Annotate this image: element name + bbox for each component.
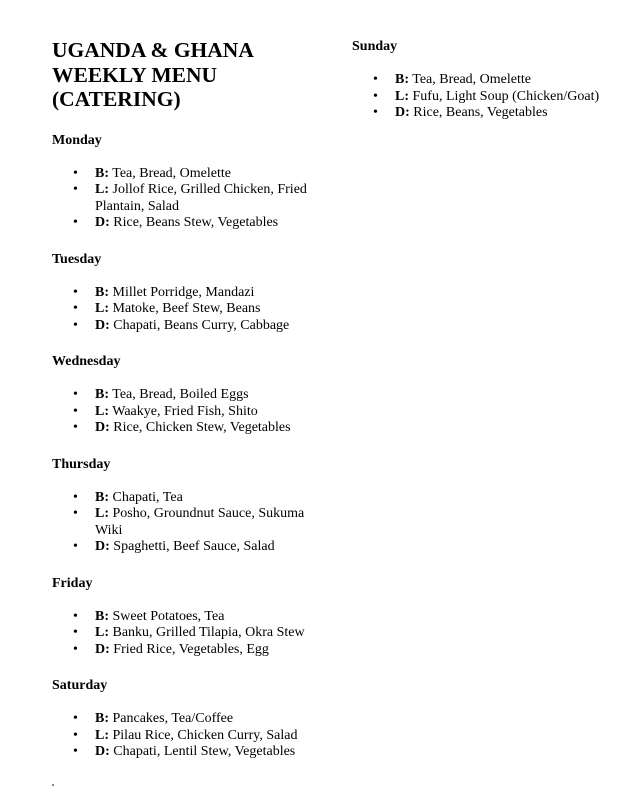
meal-key: B: <box>95 387 109 402</box>
meal-text: Spaghetti, Beef Sauce, Salad <box>113 539 275 554</box>
meal-key: L: <box>95 301 109 316</box>
day-heading-thursday: Thursday <box>52 456 111 472</box>
day-section-wednesday <box>52 354 322 437</box>
meal-item <box>52 625 322 642</box>
meal-text: Pilau Rice, Chicken Curry, Salad <box>112 727 298 743</box>
meal-text: Posho, Groundnut Sauce, Sukuma Wiki <box>95 506 305 538</box>
meal-list-thursday <box>52 490 322 556</box>
meal-text: Tea, Bread, Omelette <box>112 165 231 181</box>
day-section-sunday <box>352 39 632 122</box>
meal-item <box>52 215 322 232</box>
meal-item <box>352 89 632 106</box>
meal-key: D: <box>95 641 110 657</box>
meal-item <box>52 609 322 626</box>
meal-key: L: <box>95 506 109 521</box>
page-mark <box>52 784 54 786</box>
left-column <box>52 0 322 761</box>
meal-text: Sweet Potatoes, Tea <box>112 608 225 624</box>
meal-key: D: <box>395 105 410 120</box>
meal-item <box>52 744 322 761</box>
meal-item <box>52 301 322 318</box>
meal-item <box>52 728 322 745</box>
right-column <box>352 0 632 122</box>
meal-text: Waakye, Fried Fish, Shito <box>112 403 258 419</box>
meal-text: Rice, Chicken Stew, Vegetables <box>113 420 291 435</box>
day-heading-wednesday: Wednesday <box>52 354 121 369</box>
meal-key: L: <box>95 403 109 419</box>
day-heading-saturday: Saturday <box>52 678 108 693</box>
meal-text: Matoke, Beef Stew, Beans <box>112 301 261 316</box>
meal-item <box>52 711 322 728</box>
meal-text: Tea, Bread, Omelette <box>412 72 531 87</box>
meal-text: Rice, Beans, Vegetables <box>413 105 548 120</box>
meal-text: Chapati, Lentil Stew, Vegetables <box>113 744 296 759</box>
meal-key: B: <box>95 284 109 300</box>
day-section-friday <box>52 576 322 659</box>
meal-list-wednesday <box>52 387 322 437</box>
meal-list-saturday <box>52 711 322 761</box>
meal-item <box>52 166 322 183</box>
meal-item <box>352 72 632 89</box>
meal-key: B: <box>95 165 109 181</box>
meal-list-tuesday <box>52 285 322 335</box>
meal-text: Banku, Grilled Tilapia, Okra Stew <box>112 625 305 640</box>
day-section-thursday <box>52 457 322 556</box>
meal-key: B: <box>395 72 409 87</box>
meal-item <box>52 182 322 215</box>
meal-text: Jollof Rice, Grilled Chicken, Fried Plantain, Salad <box>95 182 307 214</box>
day-heading-friday: Friday <box>52 575 93 591</box>
title-line-3: (CATERING) <box>52 87 181 111</box>
meal-key: L: <box>395 88 409 104</box>
title-line-2: WEEKLY MENU <box>52 62 218 87</box>
meal-key: D: <box>95 317 110 333</box>
day-section-tuesday <box>52 252 322 335</box>
meal-key: D: <box>95 744 110 759</box>
title-line-1: UGANDA & GHANA <box>52 38 254 62</box>
day-heading-monday: Monday <box>52 132 102 148</box>
document-title <box>52 38 322 112</box>
meal-key: B: <box>95 711 109 726</box>
meal-item <box>52 539 322 556</box>
meal-list-sunday <box>352 72 632 122</box>
day-heading-tuesday: Tuesday <box>52 251 102 267</box>
meal-text: Rice, Beans Stew, Vegetables <box>113 215 279 230</box>
meal-key: D: <box>95 215 110 230</box>
meal-text: Tea, Bread, Boiled Eggs <box>112 387 249 402</box>
meal-text: Fufu, Light Soup (Chicken/Goat) <box>412 88 600 104</box>
meal-text: Pancakes, Tea/Coffee <box>112 711 234 726</box>
meal-item <box>352 105 632 122</box>
meal-item <box>52 285 322 302</box>
meal-item <box>52 387 322 404</box>
meal-key: L: <box>95 625 109 640</box>
day-section-monday <box>52 133 322 232</box>
meal-item <box>52 318 322 335</box>
meal-key: D: <box>95 420 110 435</box>
meal-key: D: <box>95 539 110 554</box>
meal-item <box>52 404 322 421</box>
meal-item <box>52 506 322 539</box>
meal-text: Millet Porridge, Mandazi <box>112 284 255 300</box>
day-heading-sunday: Sunday <box>352 39 398 54</box>
day-section-saturday <box>52 678 322 761</box>
meal-text: Chapati, Beans Curry, Cabbage <box>113 317 290 333</box>
meal-item <box>52 490 322 507</box>
meal-item <box>52 420 322 437</box>
meal-key: L: <box>95 727 109 743</box>
meal-list-monday <box>52 166 322 232</box>
meal-key: B: <box>95 608 109 624</box>
meal-list-friday <box>52 609 322 659</box>
meal-text: Fried Rice, Vegetables, Egg <box>113 641 269 657</box>
meal-text: Chapati, Tea <box>112 489 183 505</box>
meal-item <box>52 642 322 659</box>
meal-key: B: <box>95 489 109 505</box>
meal-key: L: <box>95 182 109 197</box>
